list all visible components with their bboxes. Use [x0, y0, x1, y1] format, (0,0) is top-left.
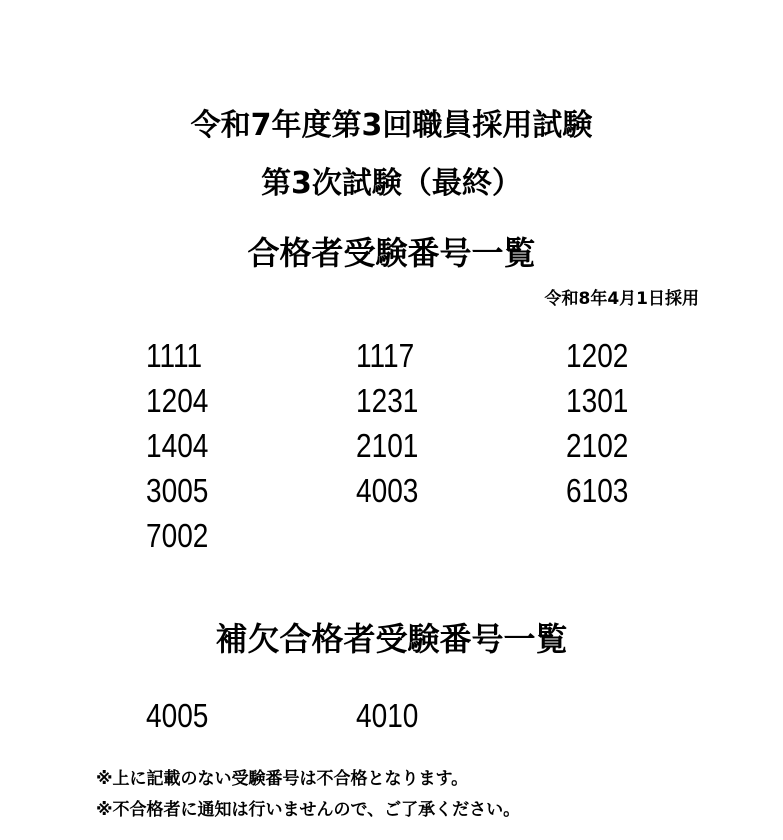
note-not-listed: ※上に記載のない受験番号は不合格となります。: [96, 769, 469, 789]
note-no-notification: ※不合格者に通知は行いませんので、ご了承ください。: [96, 800, 521, 820]
passers-list-title: 合格者受験番号一覧: [247, 234, 536, 272]
hire-date-note: 令和8年4月1日採用: [544, 289, 699, 309]
exam-number: 7002: [146, 517, 209, 554]
exam-number: 1404: [146, 427, 209, 464]
exam-number: 1204: [146, 382, 209, 419]
supplementary-exam-number: 4005: [146, 697, 209, 734]
supplementary-list-title: 補欠合格者受験番号一覧: [215, 620, 568, 658]
supplementary-exam-number: 4010: [356, 697, 419, 734]
exam-number: 1231: [356, 382, 419, 419]
exam-title: 令和7年度第3回職員採用試験: [190, 108, 593, 143]
exam-number: 1117: [356, 337, 415, 374]
exam-number: 6103: [566, 472, 629, 509]
exam-number: 2101: [356, 427, 419, 464]
exam-stage-title: 第3次試験（最終）: [261, 166, 522, 201]
exam-number: 1301: [566, 382, 629, 419]
exam-number: 4003: [356, 472, 419, 509]
exam-number: 1202: [566, 337, 629, 374]
passers-number-list: [146, 333, 776, 558]
exam-number: 2102: [566, 427, 629, 464]
exam-number: 1111: [146, 337, 203, 374]
exam-number: 3005: [146, 472, 209, 509]
supplementary-number-list: [146, 693, 776, 738]
